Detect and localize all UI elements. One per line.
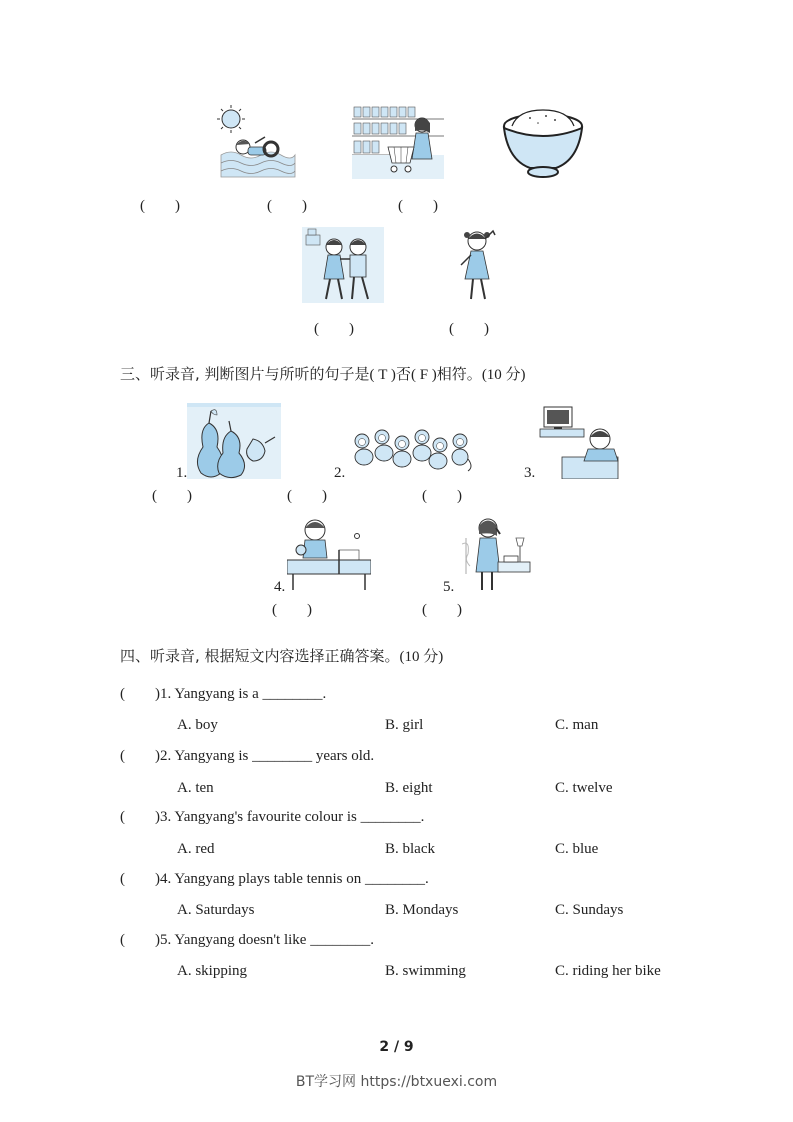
answer-paren-2-3[interactable]: ( ) bbox=[398, 198, 438, 214]
question-3[interactable]: ( )3. Yangyang's favourite colour is ________. bbox=[120, 809, 425, 825]
question-4[interactable]: ( )4. Yangyang plays table tennis on ________. bbox=[120, 871, 429, 887]
question-5[interactable]: ( )5. Yangyang doesn't like ________. bbox=[120, 932, 374, 948]
option-4b[interactable]: B. Mondays bbox=[385, 902, 459, 918]
answer-paren-3-4[interactable]: ( ) bbox=[272, 602, 312, 618]
item-number-4: 4. bbox=[274, 579, 286, 595]
option-2b[interactable]: B. eight bbox=[385, 780, 433, 796]
option-1a[interactable]: A. boy bbox=[177, 717, 218, 733]
answer-paren-2-1[interactable]: ( ) bbox=[140, 198, 180, 214]
option-5b[interactable]: B. swimming bbox=[385, 963, 466, 979]
option-2a[interactable]: A. ten bbox=[177, 780, 214, 796]
option-3b[interactable]: B. black bbox=[385, 841, 435, 857]
rice-bowl-picture bbox=[500, 104, 586, 182]
item-number-5: 5. bbox=[443, 579, 455, 595]
answer-paren-2-5[interactable]: ( ) bbox=[449, 321, 489, 337]
supermarket-girl-picture bbox=[352, 103, 444, 179]
children-walking-picture bbox=[302, 227, 384, 303]
option-1c[interactable]: C. man bbox=[555, 717, 599, 733]
girl-on-phone-picture bbox=[462, 514, 536, 592]
question-2[interactable]: ( )2. Yangyang is ________ years old. bbox=[120, 748, 375, 764]
option-3c[interactable]: C. blue bbox=[555, 841, 599, 857]
question-1[interactable]: ( )1. Yangyang is a ________. bbox=[120, 686, 327, 702]
option-2c[interactable]: C. twelve bbox=[555, 780, 613, 796]
answer-paren-2-2[interactable]: ( ) bbox=[267, 198, 307, 214]
answer-paren-3-2[interactable]: ( ) bbox=[287, 488, 327, 504]
option-5c[interactable]: C. riding her bike bbox=[555, 963, 661, 979]
section-3-heading: 三、听录音, 判断图片与所听的句子是( T )否( F )相符。(10 分) bbox=[120, 365, 526, 383]
option-3a[interactable]: A. red bbox=[177, 841, 215, 857]
table-tennis-boy-picture bbox=[287, 514, 371, 590]
answer-paren-3-1[interactable]: ( ) bbox=[152, 488, 192, 504]
section-4-heading: 四、听录音, 根据短文内容选择正确答案。(10 分) bbox=[120, 647, 444, 665]
answer-paren-3-5[interactable]: ( ) bbox=[422, 602, 462, 618]
site-watermark: BT学习网 https://btxuexi.com bbox=[295, 1074, 498, 1090]
answer-paren-3-3[interactable]: ( ) bbox=[422, 488, 462, 504]
option-5a[interactable]: A. skipping bbox=[177, 963, 248, 979]
monkeys-picture bbox=[348, 423, 474, 473]
option-1b[interactable]: B. girl bbox=[385, 717, 424, 733]
girl-touching-head-picture bbox=[455, 225, 503, 305]
option-4a[interactable]: A. Saturdays bbox=[177, 902, 255, 918]
pears-picture bbox=[187, 403, 281, 479]
item-number-1: 1. bbox=[176, 465, 188, 481]
item-number-3: 3. bbox=[524, 465, 536, 481]
boy-watching-tv-picture bbox=[536, 403, 620, 479]
option-4c[interactable]: C. Sundays bbox=[555, 902, 624, 918]
swimming-boy-picture bbox=[215, 103, 297, 181]
item-number-2: 2. bbox=[334, 465, 346, 481]
page-number: 2 / 9 bbox=[379, 1039, 414, 1055]
answer-paren-2-4[interactable]: ( ) bbox=[314, 321, 354, 337]
